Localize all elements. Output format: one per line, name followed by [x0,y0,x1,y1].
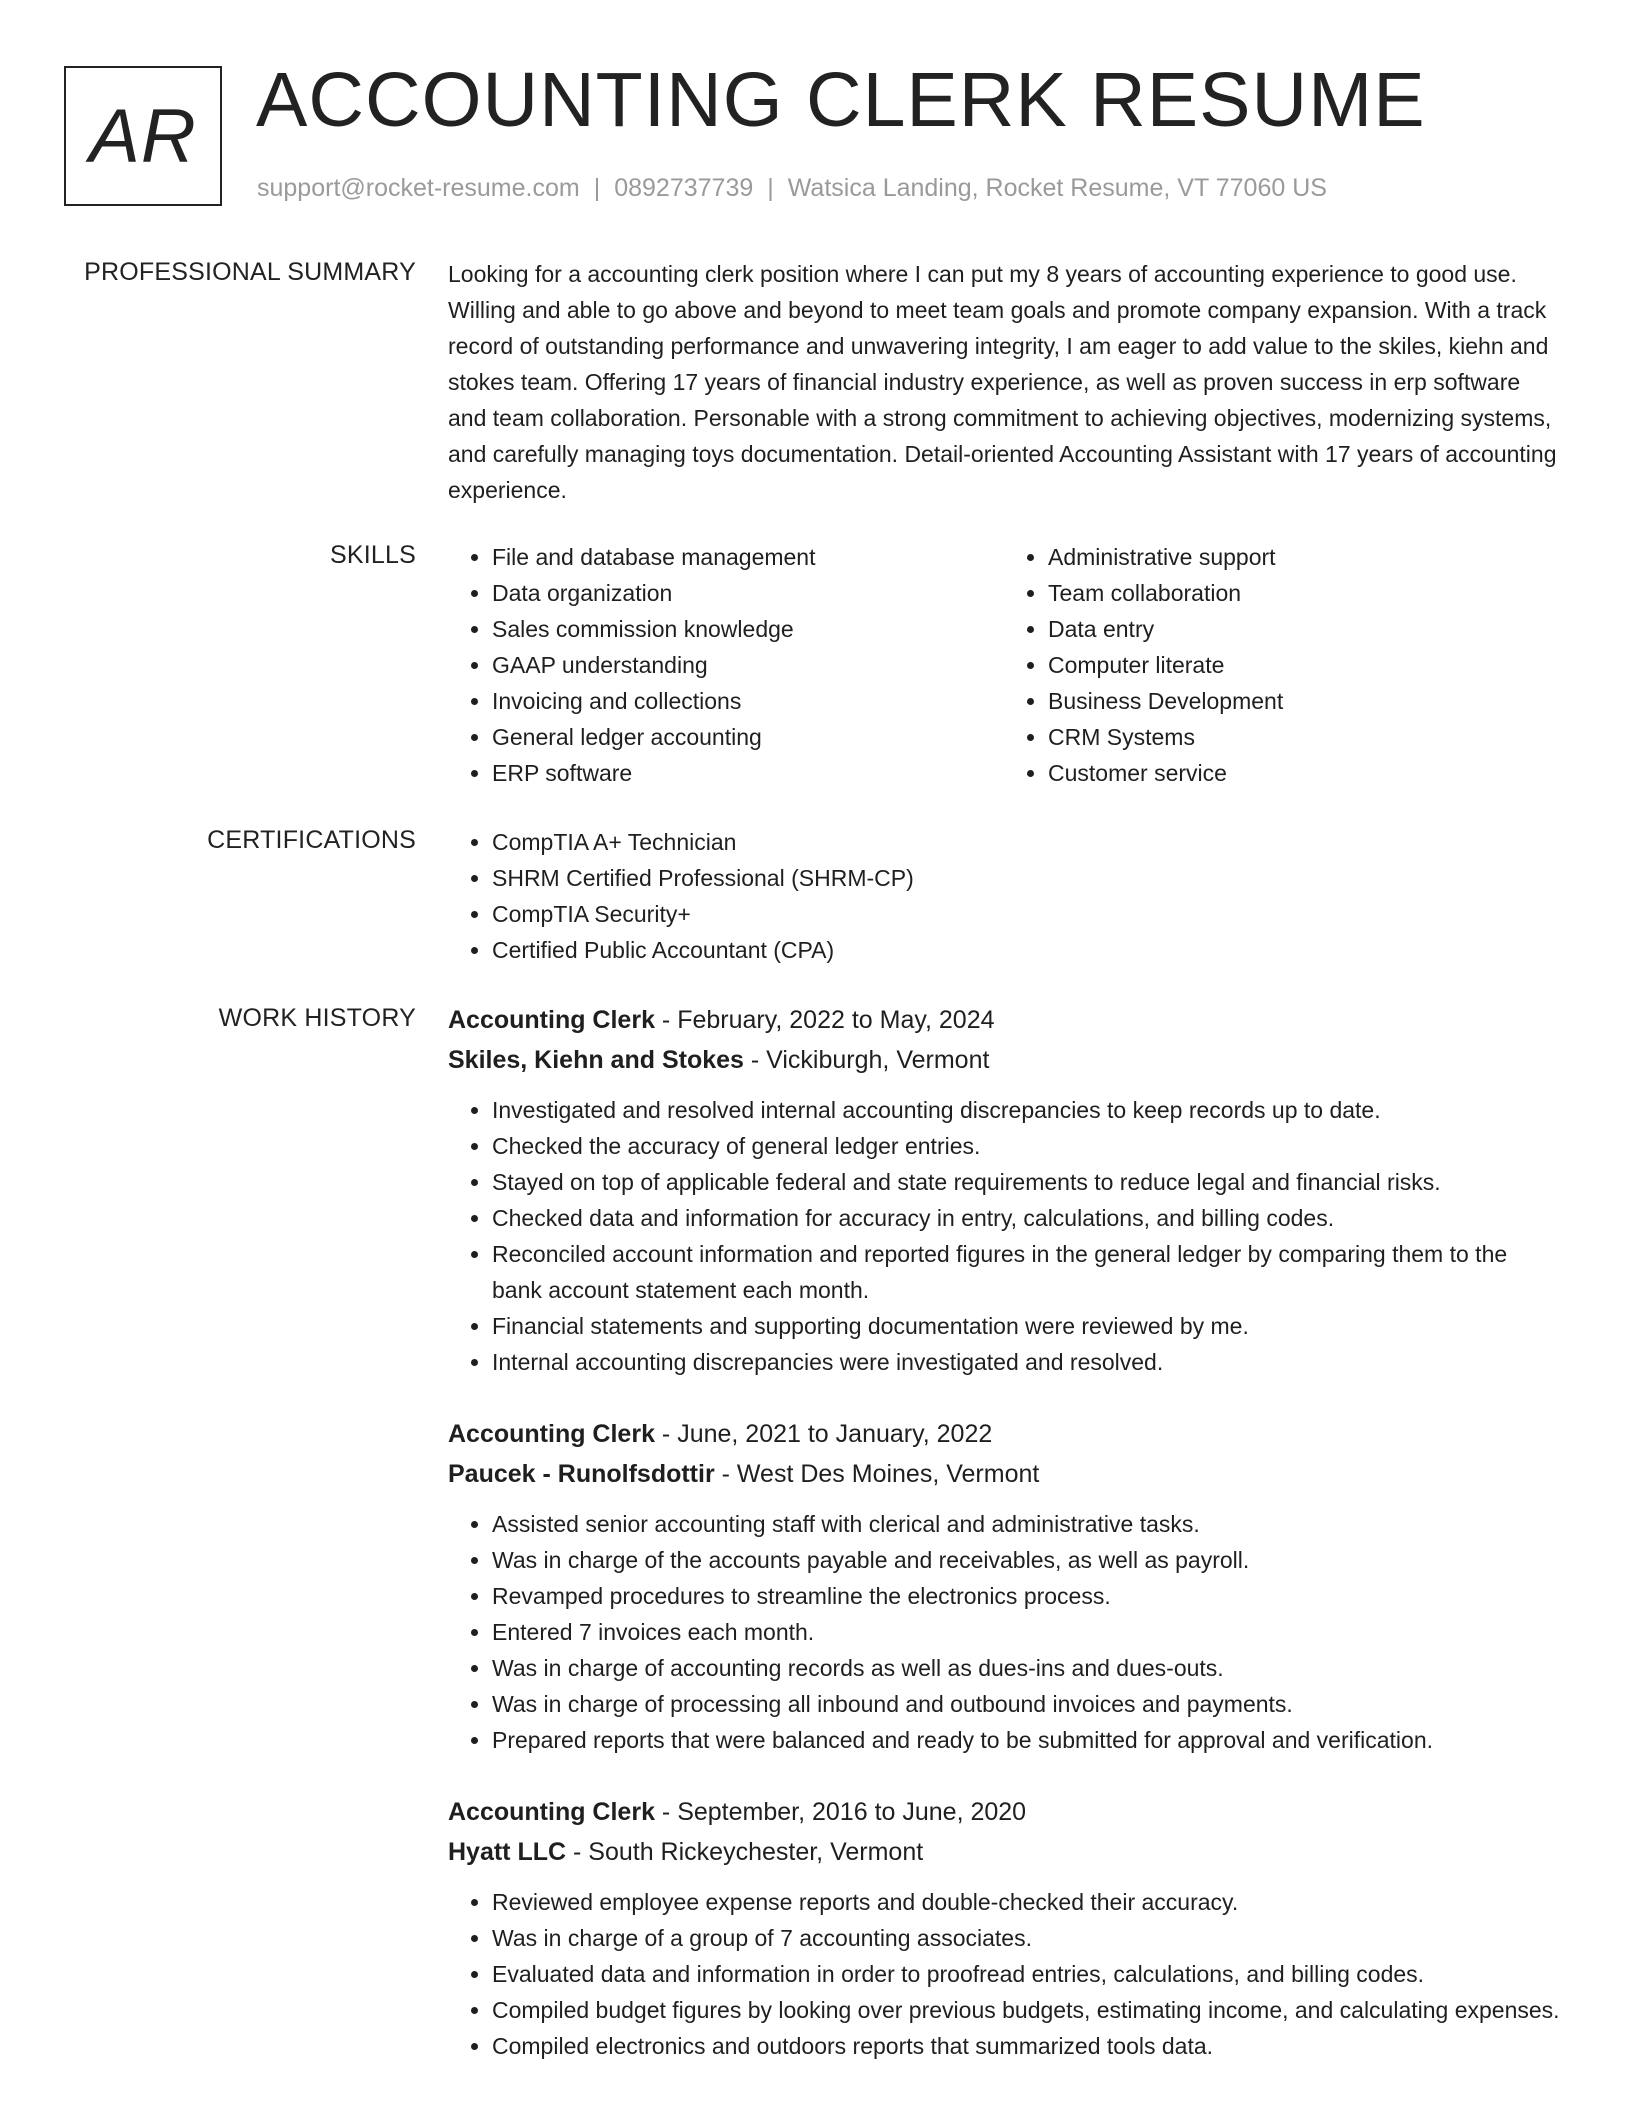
job-duty-item: • Entered 7 invoices each month. [492,1614,1560,1650]
certification-item: • Certified Public Accountant (CPA) [492,932,1560,968]
job-duty-item: • Evaluated data and information in order to proofread entries, calculations, and billing codes. [492,1956,1560,1992]
job-duty-item: • Compiled budget figures by looking over previous budgets, estimating income, and calculating expenses. [492,1992,1560,2028]
skill-item: • File and database management [492,539,1004,575]
contact-line [257,174,1327,203]
summary-text: Looking for a accounting clerk position where I can put my 8 years of accounting experience to good use. Willing and able to go above and beyond to meet team goals and promote company expansion. With a track record of outstanding performance and unwavering integrity, I am eager to add value to the skiles, kiehn and stokes team. Offering 17 years of financial industry experience, as well as proven success in erp software and team collaboration. Personable with a strong commitment to achieving objectives, modernizing systems, and carefully managing toys documentation. Detail-oriented Accounting Assistant with 17 years of accounting experience. [448,261,1557,503]
job-dates: - June, 2021 to January, 2022 [654,1420,993,1448]
skill-item: • General ledger accounting [492,719,1004,755]
job-duty-item: • Was in charge of a group of 7 accounting associates. [492,1920,1560,1956]
job-location: - South Rickeychester, Vermont [566,1838,924,1866]
job-duty-item: • Checked data and information for accuracy in entry, calculations, and billing codes. [492,1200,1560,1236]
job-duty-item: • Compiled electronics and outdoors reports that summarized tools data. [492,2028,1560,2064]
job-entry [448,1414,1560,1758]
job-duty-item: • Was in charge of the accounts payable and receivables, as well as payroll. [492,1542,1560,1578]
contact-separator: | [593,174,601,202]
job-duty-item: • Internal accounting discrepancies were investigated and resolved. [492,1344,1560,1380]
job-location: - West Des Moines, Vermont [714,1460,1040,1488]
certifications-heading: CERTIFICATIONS [207,826,416,854]
job-duty-item: • Reconciled account information and reported figures in the general ledger by comparing them to the bank account statement each month. [492,1236,1560,1308]
job-title-line [448,1414,1560,1454]
skill-item: • Computer literate [1048,647,1560,683]
job-title-line [448,1792,1560,1832]
job-duty-item: • Assisted senior accounting staff with clerical and administrative tasks. [492,1506,1560,1542]
job-duties-list [448,1884,1560,2064]
skills-list-right [1004,539,1560,791]
job-title: Accounting Clerk [448,1006,655,1034]
monogram-logo: AR [64,66,222,206]
skill-item: • Business Development [1048,683,1560,719]
summary-heading: PROFESSIONAL SUMMARY [84,258,416,286]
certification-item: • CompTIA Security+ [492,896,1560,932]
certification-item: • SHRM Certified Professional (SHRM-CP) [492,860,1560,896]
job-entry [448,1000,1560,1380]
job-duty-item: • Reviewed employee expense reports and double-checked their accuracy. [492,1884,1560,1920]
contact-phone[interactable]: 0892737739 [614,174,754,202]
job-duty-item: • Prepared reports that were balanced and ready to be submitted for approval and verification. [492,1722,1560,1758]
job-company-line [448,1454,1560,1494]
contact-email[interactable]: support@rocket-resume.com [257,174,580,202]
job-entry [448,1792,1560,2064]
work-history-body [448,1000,1560,2064]
job-company: Paucek - Runolfsdottir [448,1460,715,1488]
skill-item: • GAAP understanding [492,647,1004,683]
job-dates: - February, 2022 to May, 2024 [654,1006,995,1034]
skill-item: • Data organization [492,575,1004,611]
job-duties-list [448,1506,1560,1758]
job-duty-item: • Was in charge of processing all inbound and outbound invoices and payments. [492,1686,1560,1722]
skill-item: • Team collaboration [1048,575,1560,611]
skills-list-left [448,539,1004,791]
job-duty-item: • Revamped procedures to streamline the electronics process. [492,1578,1560,1614]
job-company: Skiles, Kiehn and Stokes [448,1046,744,1074]
job-duties-list [448,1092,1560,1380]
job-title: Accounting Clerk [448,1798,655,1826]
skills-heading: SKILLS [330,541,416,569]
skill-item: • Data entry [1048,611,1560,647]
contact-separator: | [767,174,774,202]
skill-item: • CRM Systems [1048,719,1560,755]
job-dates: - September, 2016 to June, 2020 [654,1798,1027,1826]
job-duty-item: • Investigated and resolved internal accounting discrepancies to keep records up to date. [492,1092,1560,1128]
job-company-line [448,1832,1560,1872]
skill-item: • Invoicing and collections [492,683,1004,719]
certifications-body [448,824,1560,968]
certifications-list [448,824,1560,968]
summary-body [448,256,1560,508]
job-duty-item: • Stayed on top of applicable federal and state requirements to reduce legal and financial risks. [492,1164,1560,1200]
skill-item: • Sales commission knowledge [492,611,1004,647]
job-location: - Vickiburgh, Vermont [743,1046,990,1074]
job-company-line [448,1040,1560,1080]
work-history-heading: WORK HISTORY [218,1004,416,1032]
skills-body [448,539,1560,791]
certification-item: • CompTIA A+ Technician [492,824,1560,860]
skill-item: • Administrative support [1048,539,1560,575]
job-company: Hyatt LLC [448,1838,567,1866]
job-title-line [448,1000,1560,1040]
job-duty-item: • Financial statements and supporting documentation were reviewed by me. [492,1308,1560,1344]
contact-address: Watsica Landing, Rocket Resume, VT 77060 US [787,174,1327,202]
job-duty-item: • Was in charge of accounting records as well as dues-ins and dues-outs. [492,1650,1560,1686]
skill-item: • ERP software [492,755,1004,791]
skill-item: • Customer service [1048,755,1560,791]
skills-columns [448,539,1560,791]
job-title: Accounting Clerk [448,1420,655,1448]
job-duty-item: • Checked the accuracy of general ledger entries. [492,1128,1560,1164]
resume-title: ACCOUNTING CLERK RESUME [256,57,1426,143]
